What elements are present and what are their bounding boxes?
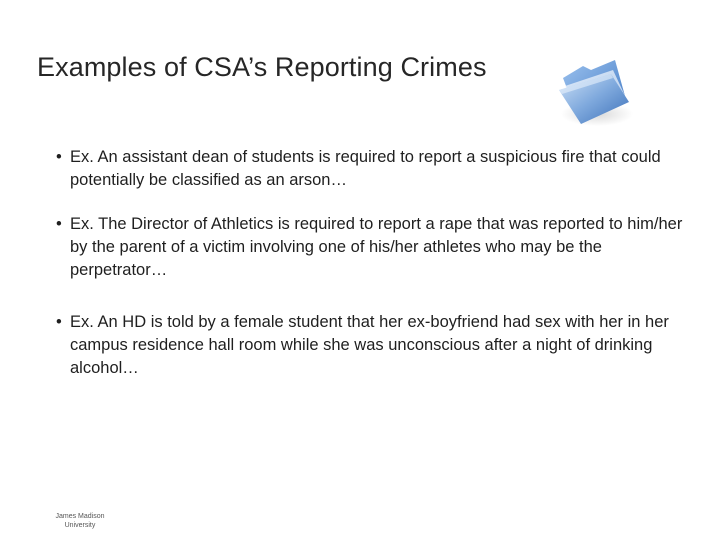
- bullet-text: Ex. The Director of Athletics is required to report a rape that was reported to him/her by the parent of a victim involving one of his/her athletes who may be the perpetrator…: [70, 215, 683, 279]
- folder-icon: [553, 56, 635, 128]
- bullet-marker: •: [56, 215, 62, 233]
- bullet-text: Ex. An HD is told by a female student that her ex-boyfriend had sex with her in her campus residence hall room while she was unconscious after a night of drinking alcohol…: [70, 313, 669, 377]
- bullet-text: Ex. An assistant dean of students is required to report a suspicious fire that could potentially be classified as an arson…: [70, 148, 661, 189]
- bullet-list: [56, 146, 686, 401]
- footer-institution: [40, 512, 120, 530]
- bullet-item: [56, 146, 686, 192]
- footer-line: University: [64, 522, 96, 529]
- slide-title: Examples of CSA’s Reporting Crimes: [37, 52, 487, 82]
- footer-line: James Madison: [55, 513, 105, 520]
- bullet-item: [56, 311, 686, 380]
- bullet-item: [56, 213, 686, 282]
- bullet-marker: •: [56, 148, 62, 166]
- bullet-marker: •: [56, 313, 62, 331]
